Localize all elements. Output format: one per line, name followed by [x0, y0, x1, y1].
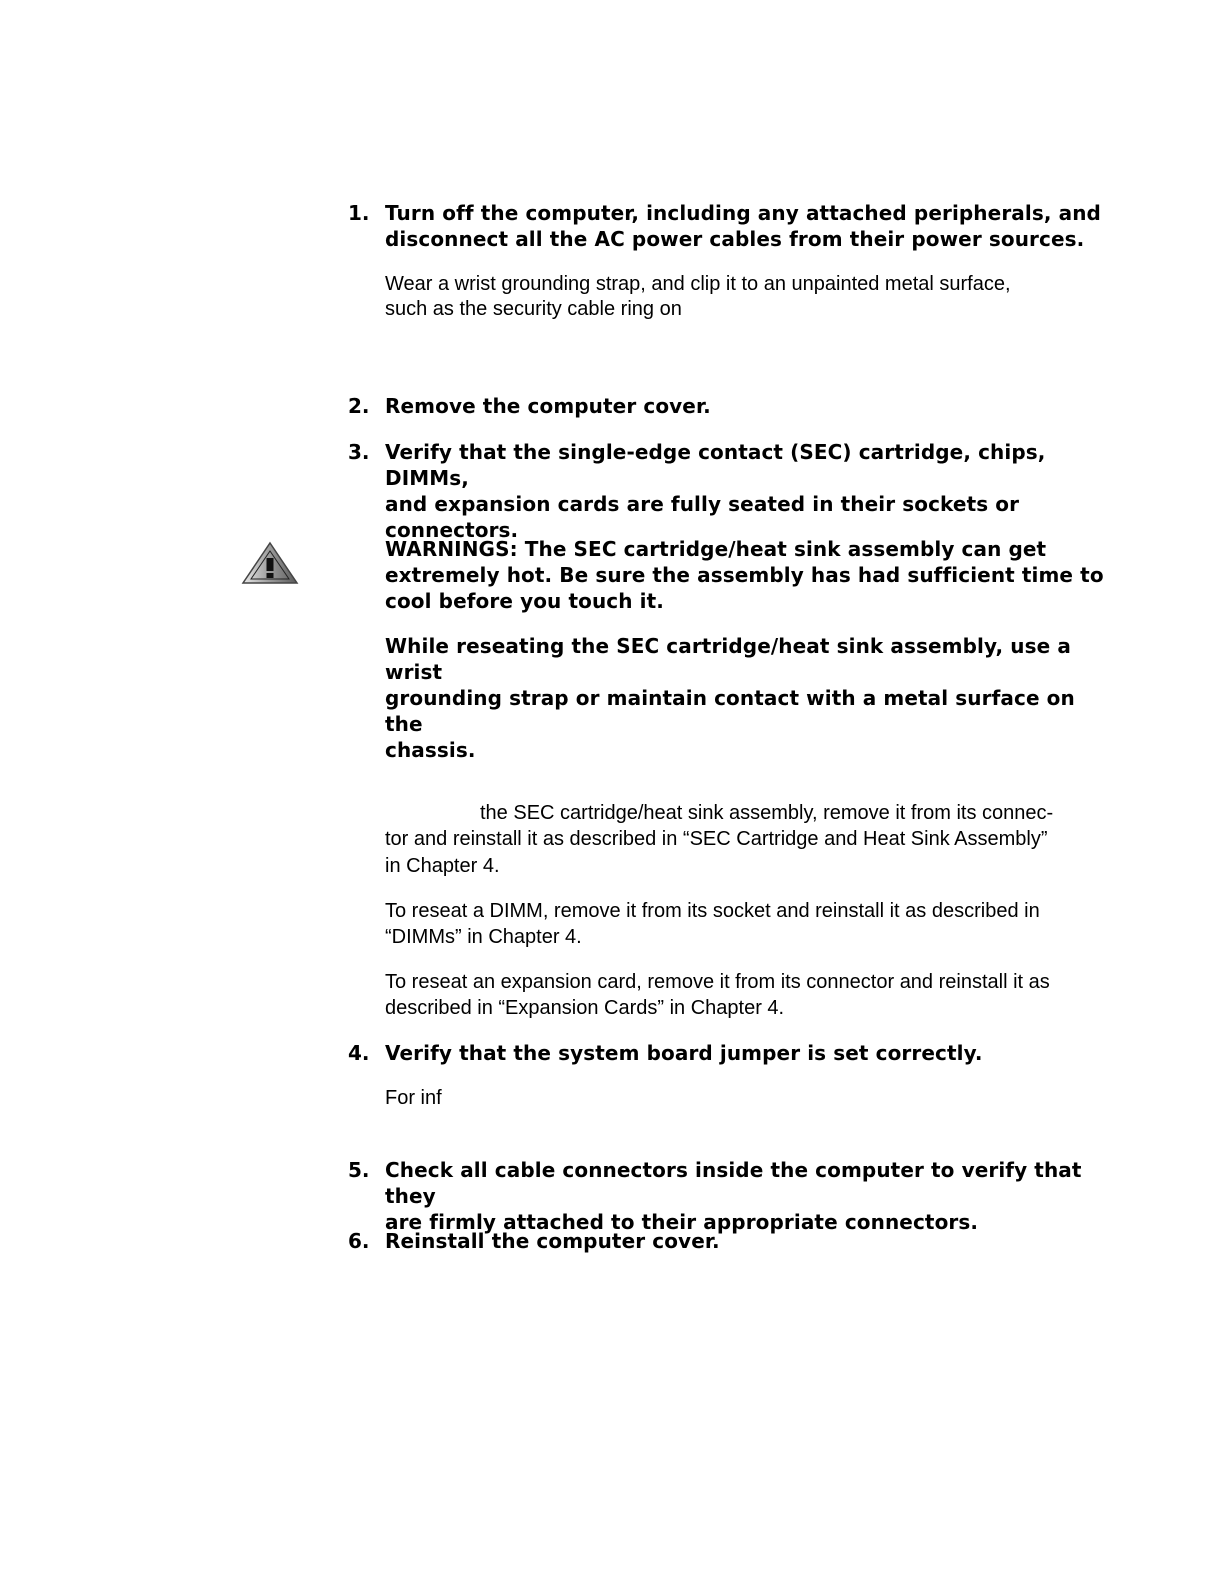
step-6-line-1: Reinstall the computer cover.: [385, 1229, 720, 1253]
step-4-note: For inf: [385, 1087, 442, 1109]
step-4-heading: [385, 1040, 1110, 1066]
warning-1-line-1: WARNINGS: The SEC cartridge/heat sink assembly can get: [385, 537, 1047, 561]
step-1-note-line-2: such as the security cable ring on: [385, 298, 682, 320]
warning-2-line-1: While reseating the SEC cartridge/heat sink assembly, use a wrist: [385, 634, 1071, 684]
reseat-sec-line-2: tor and reinstall it as described in “SEC Cartridge and Heat Sink Assembly”: [385, 828, 1048, 850]
step-3-line-1: Verify that the single-edge contact (SEC) cartridge, chips, DIMMs,: [385, 440, 1046, 490]
warning-2-line-2: grounding strap or maintain contact with a metal surface on the: [385, 686, 1075, 736]
step-3-heading: [385, 439, 1110, 543]
step-3-line-3: connectors.: [385, 518, 519, 542]
reseat-dimm-line-1: To reseat a DIMM, remove it from its socket and reinstall it as described in: [385, 900, 1040, 922]
warning-1-line-3: cool before you touch it.: [385, 589, 664, 613]
reseat-dimm-line-2: “DIMMs” in Chapter 4.: [385, 926, 582, 948]
step-2-line-1: Remove the computer cover.: [385, 394, 711, 418]
step-2-number: 2.: [348, 394, 370, 418]
step-5-number: 5.: [348, 1158, 370, 1182]
step-6-number: 6.: [348, 1229, 370, 1253]
step-4-number: 4.: [348, 1041, 370, 1065]
step-2-heading: [385, 393, 1110, 419]
step-1-note-line-1: Wear a wrist grounding strap, and clip it to an unpainted metal surface,: [385, 273, 1011, 295]
reseat-card-line-1: To reseat an expansion card, remove it from its connector and reinstall it as: [385, 971, 1050, 993]
step-1-line-1: Turn off the computer, including any attached peripherals, and: [385, 201, 1101, 225]
reseat-sec-line-1: the SEC cartridge/heat sink assembly, remove it from its connec-: [480, 802, 1054, 824]
warning-paragraph-2: [385, 633, 1110, 763]
step-1-heading: [385, 200, 1110, 252]
warning-paragraph-1: [385, 536, 1110, 614]
reseat-card-line-2: described in “Expansion Cards” in Chapter 4.: [385, 997, 785, 1019]
step-3-number: 3.: [348, 440, 370, 464]
step-6-heading: [385, 1228, 1110, 1254]
warning-triangle-icon: [241, 541, 299, 585]
step-5-line-1: Check all cable connectors inside the computer to verify that they: [385, 1158, 1082, 1208]
step-4-line-1: Verify that the system board jumper is set correctly.: [385, 1041, 983, 1065]
step-1-line-2: disconnect all the AC power cables from their power sources.: [385, 227, 1085, 251]
step-1-number: 1.: [348, 201, 370, 225]
warning-1-line-2: extremely hot. Be sure the assembly has had sufficient time to: [385, 563, 1104, 587]
step-5-heading: [385, 1157, 1110, 1235]
warning-2-line-3: chassis.: [385, 738, 476, 762]
step-3-line-2: and expansion cards are fully seated in their sockets or: [385, 492, 1020, 516]
reseat-sec-line-3: in Chapter 4.: [385, 855, 500, 877]
step-5-line-2: are firmly attached to their appropriate connectors.: [385, 1210, 979, 1234]
